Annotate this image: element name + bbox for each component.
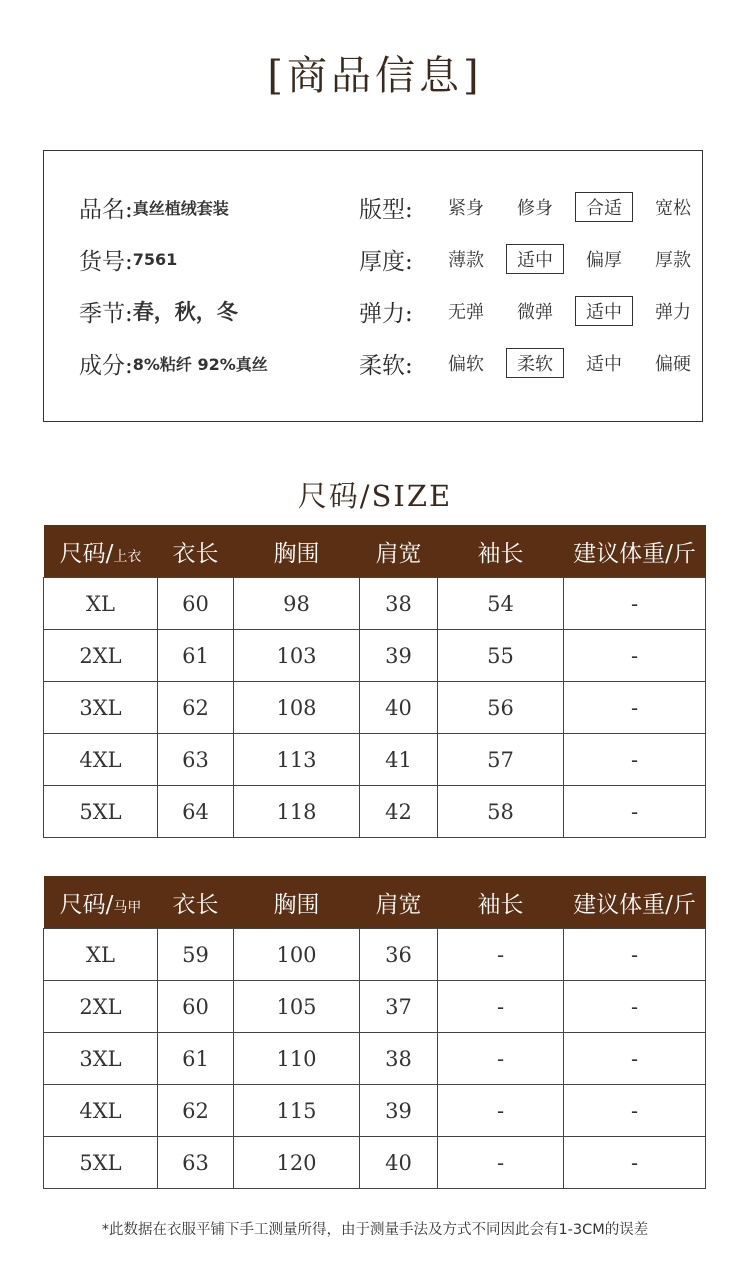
table-cell: 59	[158, 929, 234, 981]
attribute-label: 版型:	[359, 196, 413, 223]
table-row	[44, 682, 706, 734]
table-cell: -	[438, 929, 564, 981]
info-row	[79, 181, 268, 233]
table-cell: -	[564, 1085, 706, 1137]
table-cell: 41	[360, 734, 438, 786]
page-title: [商品信息]	[267, 53, 483, 99]
attribute-option: 紧身	[448, 198, 484, 219]
attribute-row	[359, 285, 713, 337]
table-row	[44, 786, 706, 838]
table-row	[44, 630, 706, 682]
info-value: 7561	[132, 249, 178, 269]
header-cell: 建议体重/斤	[564, 525, 706, 578]
table-cell: -	[438, 981, 564, 1033]
header-cell: 袖长	[438, 525, 564, 578]
attribute-row	[359, 181, 713, 233]
table-cell: 40	[360, 1137, 438, 1189]
table-cell: 56	[438, 682, 564, 734]
table-row	[44, 981, 706, 1033]
table-cell: 62	[158, 682, 234, 734]
header-subtitle: 上衣	[113, 548, 142, 565]
table-cell: 42	[360, 786, 438, 838]
product-info-list	[79, 181, 268, 389]
table-cell: 57	[438, 734, 564, 786]
table-cell: 5XL	[44, 1137, 158, 1189]
attribute-option: 无弹	[448, 302, 484, 323]
table-cell: -	[564, 630, 706, 682]
attribute-option-selected: 合适	[575, 192, 633, 222]
table-cell: 118	[234, 786, 360, 838]
info-row	[79, 285, 268, 337]
size-table-vest	[43, 876, 706, 1189]
info-label: 品名:	[79, 196, 133, 223]
table-cell: -	[564, 578, 706, 630]
table-cell: 4XL	[44, 734, 158, 786]
table-cell: -	[438, 1137, 564, 1189]
table-cell: 60	[158, 578, 234, 630]
header-cell: 尺码/上衣	[44, 525, 158, 578]
info-value: 春，秋，冬	[132, 299, 238, 324]
header-cell: 胸围	[234, 525, 360, 578]
table-cell: 39	[360, 1085, 438, 1137]
table-cell: 63	[158, 1137, 234, 1189]
attribute-option: 微弹	[517, 302, 553, 323]
table-cell: 110	[234, 1033, 360, 1085]
attribute-label: 弹力:	[359, 300, 413, 327]
table-row	[44, 1033, 706, 1085]
table-cell: 100	[234, 929, 360, 981]
table-cell: -	[564, 734, 706, 786]
table-cell: -	[564, 786, 706, 838]
table-cell: -	[564, 682, 706, 734]
table-cell: 115	[234, 1085, 360, 1137]
header-subtitle: 马甲	[113, 899, 142, 916]
info-value: 真丝植绒套装	[132, 198, 229, 218]
info-label: 季节:	[79, 300, 133, 327]
header-cell: 衣长	[158, 876, 234, 929]
table-cell: XL	[44, 929, 158, 981]
table-cell: 40	[360, 682, 438, 734]
attribute-option: 薄款	[448, 250, 484, 271]
table-cell: -	[438, 1033, 564, 1085]
size-heading: 尺码/SIZE	[297, 479, 453, 513]
table-cell: 60	[158, 981, 234, 1033]
table-cell: 120	[234, 1137, 360, 1189]
info-row	[79, 337, 268, 389]
table-cell: -	[564, 929, 706, 981]
attribute-option-selected: 柔软	[506, 348, 564, 378]
table-cell: 4XL	[44, 1085, 158, 1137]
table-cell: 62	[158, 1085, 234, 1137]
attribute-option: 适中	[586, 354, 622, 375]
attribute-option: 弹力	[655, 302, 691, 323]
table-row	[44, 734, 706, 786]
attribute-row	[359, 337, 713, 389]
table-cell: 61	[158, 1033, 234, 1085]
table-cell: 3XL	[44, 1033, 158, 1085]
table-cell: 108	[234, 682, 360, 734]
attribute-option: 修身	[517, 198, 553, 219]
table-cell: 63	[158, 734, 234, 786]
attribute-option-selected: 适中	[575, 296, 633, 326]
info-value: 8%粘纤 92%真丝	[132, 354, 268, 374]
attribute-option: 厚款	[655, 250, 691, 271]
table-row	[44, 1137, 706, 1189]
table-cell: 105	[234, 981, 360, 1033]
attribute-label: 柔软:	[359, 352, 413, 379]
table-cell: 38	[360, 578, 438, 630]
table-cell: 64	[158, 786, 234, 838]
table-cell: 36	[360, 929, 438, 981]
product-attributes	[359, 181, 713, 389]
table-cell: 58	[438, 786, 564, 838]
header-cell: 尺码/马甲	[44, 876, 158, 929]
header-cell: 袖长	[438, 876, 564, 929]
table-cell: 54	[438, 578, 564, 630]
table-cell: 3XL	[44, 682, 158, 734]
table-cell: -	[564, 1137, 706, 1189]
info-label: 货号:	[79, 248, 133, 275]
header-cell: 胸围	[234, 876, 360, 929]
table-cell: 38	[360, 1033, 438, 1085]
header-cell: 肩宽	[360, 525, 438, 578]
table-cell: -	[564, 981, 706, 1033]
table-cell: -	[438, 1085, 564, 1137]
table-cell: 37	[360, 981, 438, 1033]
table-cell: 103	[234, 630, 360, 682]
attribute-option: 偏厚	[586, 250, 622, 271]
attribute-row	[359, 233, 713, 285]
attribute-option-selected: 适中	[506, 244, 564, 274]
attribute-option: 偏软	[448, 354, 484, 375]
table-header-row	[44, 876, 706, 929]
table-cell: 39	[360, 630, 438, 682]
table-cell: 2XL	[44, 630, 158, 682]
table-row	[44, 929, 706, 981]
attribute-option: 宽松	[655, 198, 691, 219]
product-info-box	[43, 150, 703, 422]
info-row	[79, 233, 268, 285]
table-cell: 61	[158, 630, 234, 682]
header-cell: 建议体重/斤	[564, 876, 706, 929]
table-cell: -	[564, 1033, 706, 1085]
table-cell: 2XL	[44, 981, 158, 1033]
table-cell: 55	[438, 630, 564, 682]
header-cell: 衣长	[158, 525, 234, 578]
table-cell: XL	[44, 578, 158, 630]
attribute-option: 偏硬	[655, 354, 691, 375]
size-table-top	[43, 525, 706, 838]
header-cell: 肩宽	[360, 876, 438, 929]
attribute-label: 厚度:	[359, 248, 413, 275]
measurement-note: *此数据在衣服平铺下手工测量所得，由于测量手法及方式不同因此会有1-3CM的误差	[101, 1222, 649, 1238]
table-cell: 98	[234, 578, 360, 630]
table-row	[44, 1085, 706, 1137]
table-cell: 5XL	[44, 786, 158, 838]
table-cell: 113	[234, 734, 360, 786]
table-header-row	[44, 525, 706, 578]
table-row	[44, 578, 706, 630]
info-label: 成分:	[79, 352, 133, 379]
